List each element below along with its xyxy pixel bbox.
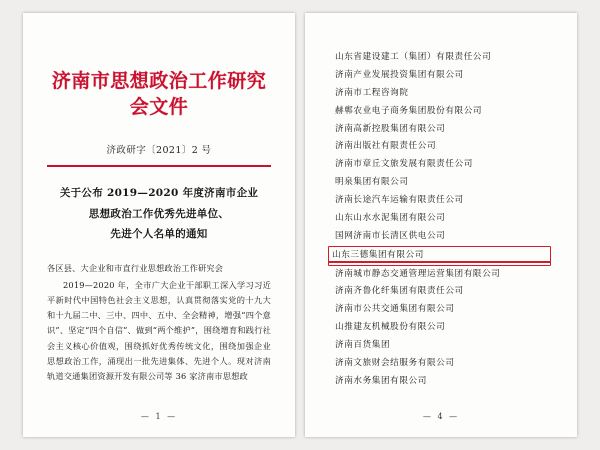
list-item: 济南出版社有限责任公司 (335, 141, 437, 152)
page-number-left: — 1 — (140, 412, 178, 421)
list-item: 山东省建设建工（集团）有限责任公司 (335, 52, 492, 62)
list-item: 山东山水水泥集团有限公司 (335, 212, 446, 223)
list-item: 济南百货集团 (335, 340, 391, 350)
unit-list (331, 49, 551, 391)
document-page-right (305, 13, 577, 437)
notice-title (47, 183, 271, 244)
page-title: 济南市思想政治工作研究会文件 (51, 70, 267, 118)
list-item: 济南市公共交通集团有限公司 (335, 304, 455, 315)
list-item: 济南齐鲁化纤集团有限责任公司 (335, 286, 464, 297)
notice-title-line: 思想政治工作优秀先进单位、 (88, 207, 230, 220)
list-item: 济南水务集团有限公司 (335, 375, 427, 386)
page-number-right: — 4 — (422, 412, 460, 421)
list-item: 济南产业发展投资集团有限公司 (335, 69, 464, 80)
list-item: 济南城市静态交通管理运营集团有限公司 (335, 268, 501, 279)
list-item: 济南文旅财会结服务有限公司 (335, 357, 455, 368)
notice-title-line: 先进个人名单的通知 (110, 228, 208, 241)
list-item-highlighted: 山东三德集团有限公司 (328, 246, 551, 266)
list-item: 山推建友机械股份有限公司 (335, 322, 446, 333)
list-item: 明泉集团有限公司 (335, 177, 409, 188)
list-item: 济南长途汽车运输有限责任公司 (335, 195, 464, 205)
list-item: 济南市章丘文旅发展有限责任公司 (335, 159, 473, 170)
red-divider (47, 165, 271, 167)
list-item: 济南高新控股集团有限公司 (335, 123, 446, 134)
body-paragraph: 2019—2020 年，全市广大企业干部职工深入学习习近平新时代中国特色社会主义思想，认真贯彻落实党的十九大和十九届二中、三中、四中、五中、全会精神，增强“四个意识”、坚定“四个自信”、做到“两个维护”，围绕增育和践行社会主义核心价值观，围绕抓好优秀传统文化，围绕加强企业思想政治工作，涌现出一批先进集体、先进个人。现对济南轨道交通集团资源开发有限公司等 36 家济南市思想政 (47, 279, 271, 381)
salutation: 各区县、大企业和市直行业思想政治工作研究会 (47, 262, 224, 273)
document-page-left (23, 13, 295, 437)
document-number: 济政研字〔2021〕2 号 (106, 145, 212, 157)
notice-title-line: 关于公布 2019—2020 年度济南市企业 (59, 187, 259, 200)
body-text (47, 261, 271, 384)
list-item: 赫郸农业电子商务集团股份有限公司 (335, 105, 483, 116)
list-item: 济南市工程咨询院 (335, 87, 409, 98)
list-item: 国网济南市长清区供电公司 (335, 230, 446, 241)
